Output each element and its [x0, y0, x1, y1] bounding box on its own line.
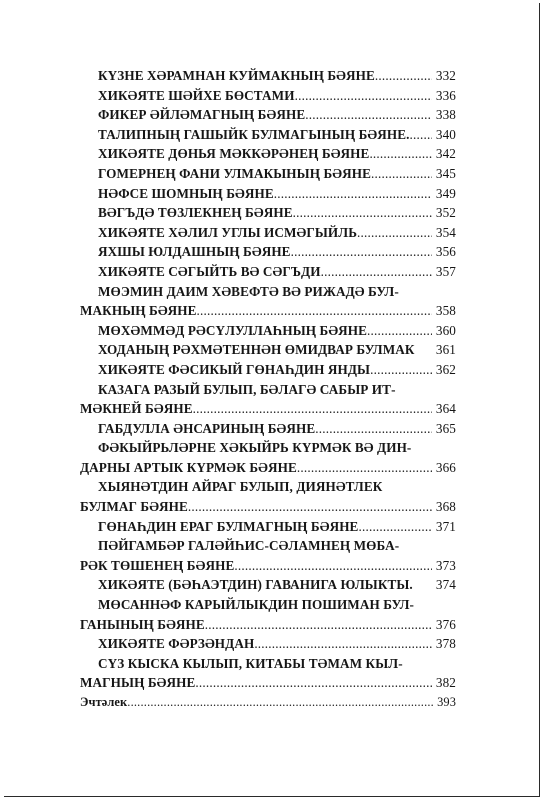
toc-entry-title: МӨСАННӘФ КАРЫЙЛЫКДИН ПОШИМАН БУЛ-	[98, 597, 415, 613]
toc-entry	[80, 242, 456, 262]
toc-leader-dots	[375, 66, 432, 86]
toc-entry-title: МАКНЫҢ БӘЯНЕ	[80, 303, 197, 319]
toc-page-number: 349	[435, 185, 456, 201]
toc-line	[98, 419, 456, 439]
toc-page-number: 373	[435, 557, 456, 573]
toc-leader-dots	[293, 203, 432, 223]
toc-leader-dots	[205, 615, 432, 635]
toc-line	[98, 223, 456, 243]
toc-entry	[80, 184, 456, 204]
toc-line	[98, 595, 456, 615]
toc-line	[98, 282, 456, 302]
toc-entry	[80, 282, 456, 302]
toc-leader-dots	[369, 144, 431, 164]
toc-entry-title: НӘФСЕ ШОМНЫҢ БӘЯНЕ	[98, 185, 274, 201]
toc-leader-dots	[291, 242, 432, 262]
toc-entry	[80, 517, 456, 537]
toc-line	[80, 301, 456, 321]
toc-leader-dots	[274, 184, 432, 204]
toc-entry-title: ГАНЫНЫҢ БӘЯНЕ	[80, 616, 205, 632]
toc-entry-title: ТАЛИПНЫҢ ГАШЫЙК БУЛМАГЫНЫҢ БӘЯНЕ.	[98, 126, 410, 142]
toc-page-number: 382	[435, 675, 456, 691]
toc-leader-dots	[357, 223, 432, 243]
toc-page-number: 358	[435, 303, 456, 319]
toc-entry-title: ГОМЕРНЕҢ ФАНИ УЛМАКЫНЫҢ БӘЯНЕ	[98, 165, 372, 181]
toc-entry	[80, 634, 456, 654]
toc-entry	[80, 262, 456, 282]
toc-line	[98, 575, 456, 595]
toc-leader-dots	[193, 399, 432, 419]
toc-entry-title: ХОДАНЫҢ РӘХМӘТЕННӘН ӨМИДВАР БУЛМАК	[98, 342, 415, 358]
toc-line	[80, 497, 456, 517]
toc-entry	[80, 399, 456, 419]
toc-entry-title: ХЫЯНӘТДИН АЙРАГ БУЛЫП, ДИЯНӘТЛЕК	[98, 479, 383, 495]
toc-entry	[80, 419, 456, 439]
toc-line	[98, 144, 456, 164]
toc-page-number: 352	[435, 205, 456, 221]
toc-line	[98, 86, 456, 106]
toc-line	[80, 615, 456, 635]
toc-page-number: 342	[435, 146, 456, 162]
toc-line	[98, 477, 456, 497]
toc-entry	[80, 536, 456, 556]
toc-line	[98, 125, 456, 145]
toc-entry-title: ГӨНАҺДИН ЕРАГ БУЛМАГНЫҢ БӘЯНЕ	[98, 518, 359, 534]
toc-entry-title: ЯХШЫ ЮЛДАШНЫҢ БӘЯНЕ	[98, 244, 291, 260]
toc-entry	[80, 673, 456, 693]
toc-page-number: 361	[435, 342, 456, 358]
toc-leader-dots	[305, 105, 432, 125]
toc-entry	[80, 654, 456, 674]
toc-page-number: 340	[435, 126, 456, 142]
toc-entry	[80, 223, 456, 243]
toc-leader-dots	[410, 125, 432, 145]
toc-page-number: 393	[437, 695, 456, 709]
toc-line	[80, 458, 456, 478]
toc-line	[80, 556, 456, 576]
toc-page-number: 374	[435, 577, 456, 593]
toc-entry-title: ДАРНЫ АРТЫК КҮРМӘК БӘЯНЕ	[80, 459, 297, 475]
toc-entry-title: Эчтәлек	[80, 695, 128, 709]
toc-leader-dots	[315, 419, 432, 439]
toc-entry	[80, 340, 456, 360]
toc-entry-title: КАЗАГА РАЗЫЙ БУЛЫП, БӘЛАГӘ САБЫР ИТ-	[98, 381, 396, 397]
toc-leader-dots	[371, 164, 432, 184]
toc-leader-dots	[297, 458, 432, 478]
toc-entry-title: ХИКӘЯТЕ СӘГЫЙТЬ ВӘ СӘГЪДИ	[98, 263, 321, 279]
toc-entry-title: ХИКӘЯТЕ ХӘЛИЛ УГЛЫ ИСМӘГЫЙЛЬ	[98, 224, 358, 240]
toc-line	[80, 399, 456, 419]
toc-entry-title: ГАБДУЛЛА ӘНСАРИНЫҢ БӘЯНЕ	[98, 420, 316, 436]
toc-line	[98, 536, 456, 556]
toc-page-number: 345	[435, 165, 456, 181]
toc-leader-dots	[321, 262, 432, 282]
toc-page-number: 366	[435, 459, 456, 475]
toc-line	[98, 634, 456, 654]
toc-leader-dots	[367, 321, 432, 341]
toc-line	[80, 673, 456, 693]
toc-entry-title: МӘКНЕЙ БӘЯНЕ	[80, 401, 193, 417]
toc-entry	[80, 164, 456, 184]
toc-line	[98, 438, 456, 458]
toc-page-number: 362	[435, 361, 456, 377]
toc-line	[98, 164, 456, 184]
toc-page-number: 360	[435, 322, 456, 338]
toc-line	[98, 380, 456, 400]
toc-entry-title: КҮЗНЕ ХӘРАМНАН КУЙМАКНЫҢ БӘЯНЕ	[98, 68, 375, 83]
toc-page-number: 354	[435, 224, 456, 240]
toc-entry-title: ВӘГЪДӘ ТӨЗЛЕКНЕҢ БӘЯНЕ	[98, 205, 293, 221]
toc-entry-title: РӘК ТӨШЕНЕҢ БӘЯНЕ	[80, 557, 235, 573]
toc-entry-title: ХИКӘЯТЕ (БӘҺАЭТДИН) ГАВАНИГА ЮЛЫКТЫ.	[98, 577, 413, 593]
toc-page-number: 365	[435, 420, 456, 436]
toc-entry	[80, 66, 456, 86]
toc-entry-title: ХИКӘЯТЕ ШӘЙХЕ БӨСТАМИ	[98, 87, 295, 103]
toc-entry	[80, 360, 456, 380]
toc-entry-title: ХИКӘЯТЕ ДӨНЬЯ МӘККӘРӘНЕҢ БӘЯНЕ	[98, 146, 370, 162]
toc-page-number: 364	[435, 401, 456, 417]
toc-line	[98, 360, 456, 380]
toc-page-number: 371	[435, 518, 456, 534]
toc-entry	[80, 105, 456, 125]
toc-line	[98, 203, 456, 223]
toc-page-number: 336	[435, 87, 456, 103]
toc-entry-title: МӨЭМИН ДАИМ ХӘВЕФТӘ ВӘ РИЖАДӘ БУЛ-	[98, 283, 399, 299]
toc-leader-dots	[295, 86, 432, 106]
table-of-contents	[80, 66, 456, 713]
toc-leader-dots	[234, 556, 432, 576]
toc-entry-title: ХИКӘЯТЕ ФӘРЗӘНДАН	[98, 636, 255, 652]
toc-entry	[80, 497, 456, 517]
toc-line	[98, 654, 456, 674]
toc-entry	[80, 438, 456, 458]
toc-leader-dots	[195, 673, 432, 693]
toc-line	[80, 693, 456, 713]
toc-leader-dots	[358, 517, 431, 537]
toc-entry	[80, 86, 456, 106]
toc-entry	[80, 556, 456, 576]
toc-line	[98, 340, 456, 360]
toc-page-number: 332	[435, 68, 456, 83]
toc-leader-dots	[127, 693, 433, 713]
toc-line	[98, 321, 456, 341]
toc-line	[98, 66, 456, 86]
toc-entry	[80, 615, 456, 635]
toc-leader-dots	[254, 634, 432, 654]
toc-entry	[80, 595, 456, 615]
toc-line	[98, 105, 456, 125]
toc-line	[98, 242, 456, 262]
toc-leader-dots	[197, 301, 432, 321]
toc-page-number: 378	[435, 636, 456, 652]
toc-entry-title: СҮЗ КЫСКА КЫЛЫП, КИТАБЫ ТӘМАМ КЫЛ-	[98, 655, 403, 671]
toc-line	[98, 517, 456, 537]
toc-entry	[80, 458, 456, 478]
toc-entry-title: ФӘКЫЙРЬЛӘРНЕ ХӘКЫЙРЬ КҮРМӘК ВӘ ДИН-	[98, 440, 412, 456]
toc-page-number: 356	[435, 244, 456, 260]
toc-page-number: 368	[435, 499, 456, 515]
toc-entry	[80, 477, 456, 497]
toc-entry	[80, 203, 456, 223]
toc-entry-title: БУЛМАГ БӘЯНЕ	[80, 499, 188, 515]
toc-entry-title: ХИКӘЯТЕ ФӘСИКЫЙ ГӨНАҺДИН ЯНДЫ	[98, 361, 371, 377]
toc-entry-title: МӨХӘММӘД РӘСҮЛУЛЛАҺНЫҢ БӘЯНЕ	[98, 322, 368, 338]
toc-page-number: 376	[435, 616, 456, 632]
toc-page-number: 338	[435, 107, 456, 123]
toc-entry-title: ПӘЙГАМБӘР ГАЛӘЙҺИС-СӘЛАМНЕҢ МӨБА-	[98, 538, 400, 554]
toc-leader-dots	[370, 360, 432, 380]
toc-entry	[80, 380, 456, 400]
toc-leader-dots	[188, 497, 432, 517]
toc-entry	[80, 693, 456, 713]
toc-line	[98, 262, 456, 282]
toc-page-number: 357	[435, 263, 456, 279]
toc-entry-title: МАГНЫҢ БӘЯНЕ	[80, 675, 196, 691]
toc-entry	[80, 144, 456, 164]
toc-entry	[80, 575, 456, 595]
toc-line	[98, 184, 456, 204]
toc-entry	[80, 301, 456, 321]
toc-entry	[80, 125, 456, 145]
toc-entry	[80, 321, 456, 341]
toc-entry-title: ФИКЕР ӘЙЛӘМАГНЫҢ БӘЯНЕ	[98, 107, 306, 123]
